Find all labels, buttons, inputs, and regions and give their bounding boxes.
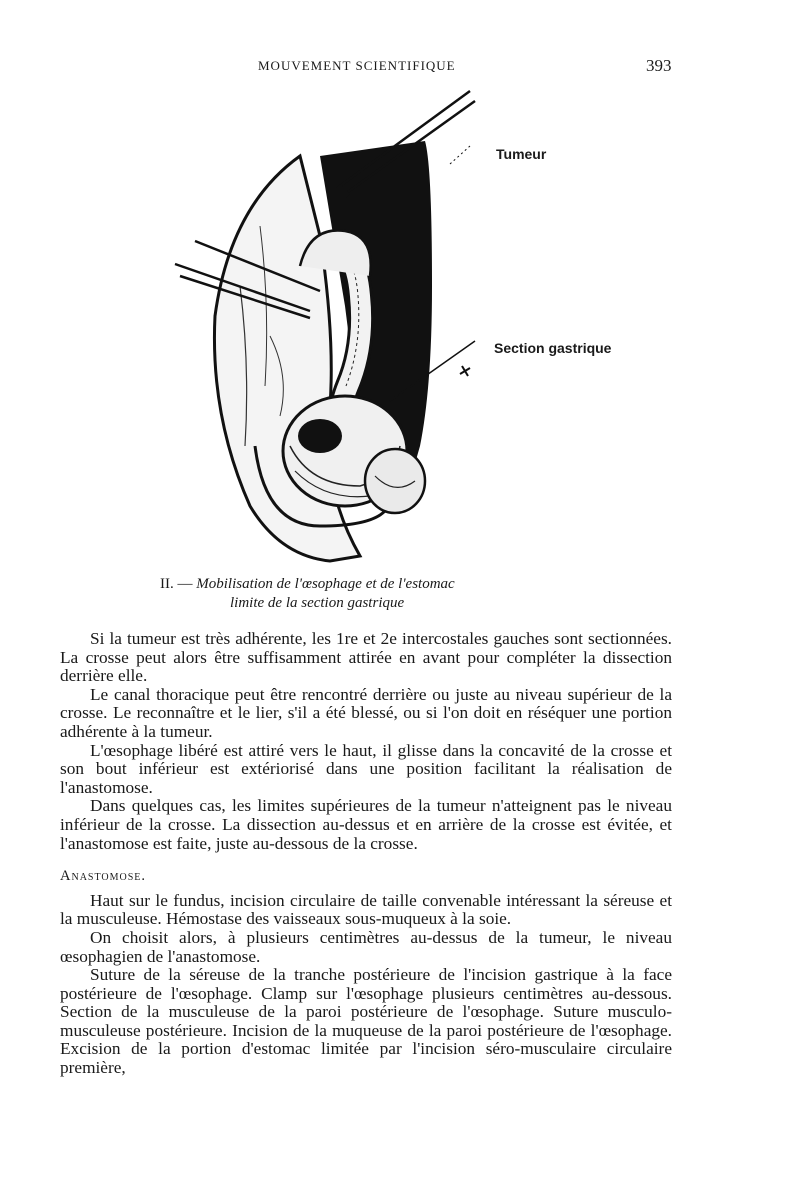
illustration-drawing: [170, 86, 640, 576]
paragraph: Le canal thoracique peut être rencontré derrière ou juste au niveau supérieur de la crosse. Le reconnaître et le lier, s'il a été blessé, ou si l'on doit en réséquer une portion adhérente à la tumeur.: [60, 684, 672, 741]
section-heading: Anastomose.: [60, 868, 147, 885]
body-text: [60, 630, 672, 1078]
paragraph: Dans quelques cas, les limites supérieures de la tumeur n'atteignent pas le niveau inférieur de la crosse. La dissection au-dessus et en arrière de la crosse est évitée, et l'anastomose est faite, juste au-dessous de la crosse.: [60, 796, 672, 853]
paragraph: Si la tumeur est très adhérente, les 1re et 2e intercostales gauches sont sectionnées. La crosse peut alors être suffisamment attirée en avant pour compléter la dissection derrière elle.: [60, 629, 672, 686]
label-tumeur: Tumeur: [496, 146, 547, 162]
caption-line-1: Mobilisation de l'œsophage et de l'estomac: [196, 576, 455, 592]
fundus: [365, 449, 425, 513]
page-number: 393: [646, 56, 672, 75]
paragraph: L'œsophage libéré est attiré vers le haut, il glisse dans la concavité de la crosse et son bout inférieur est extériorisé dans une position facilitant la réalisation de l'anastomose.: [60, 740, 672, 797]
running-head: MOUVEMENT SCIENTIFIQUE: [258, 58, 456, 73]
caption-line-2: limite de la section gastrique: [230, 595, 405, 611]
label-section-gastrique: Section gastrique: [494, 340, 612, 356]
leader-line-tumeur: [450, 146, 470, 164]
stomach-opening: [298, 419, 342, 453]
paragraph: On choisit alors, à plusieurs centimètres au-dessus de la tumeur, le niveau œsophagien de l'anastomose.: [60, 927, 672, 966]
page-header: [0, 56, 800, 80]
caption-number: II. —: [160, 576, 193, 592]
surgical-illustration: [170, 86, 640, 576]
paragraph: Haut sur le fundus, incision circulaire de taille convenable intéressant la séreuse et la musculeuse. Hémostase des vaisseaux sous-muqueux à la soie.: [60, 890, 672, 929]
section-mark: [460, 366, 470, 376]
paragraph: Suture de la séreuse de la tranche postérieure de l'incision gastrique à la face postérieure de l'œsophage. Clamp sur l'œsophage plusieurs centimètres au-dessous. Section de la musculeuse de la paroi postérieure de l'œsophage. Suture musculo-musculeuse postérieure. Incision de la muqueuse de la paroi postérieure de l'œsophage. Excision de la portion d'estomac limitée par l'incision séro-musculaire circulaire première,: [60, 965, 672, 1078]
figure-caption: [160, 575, 560, 613]
